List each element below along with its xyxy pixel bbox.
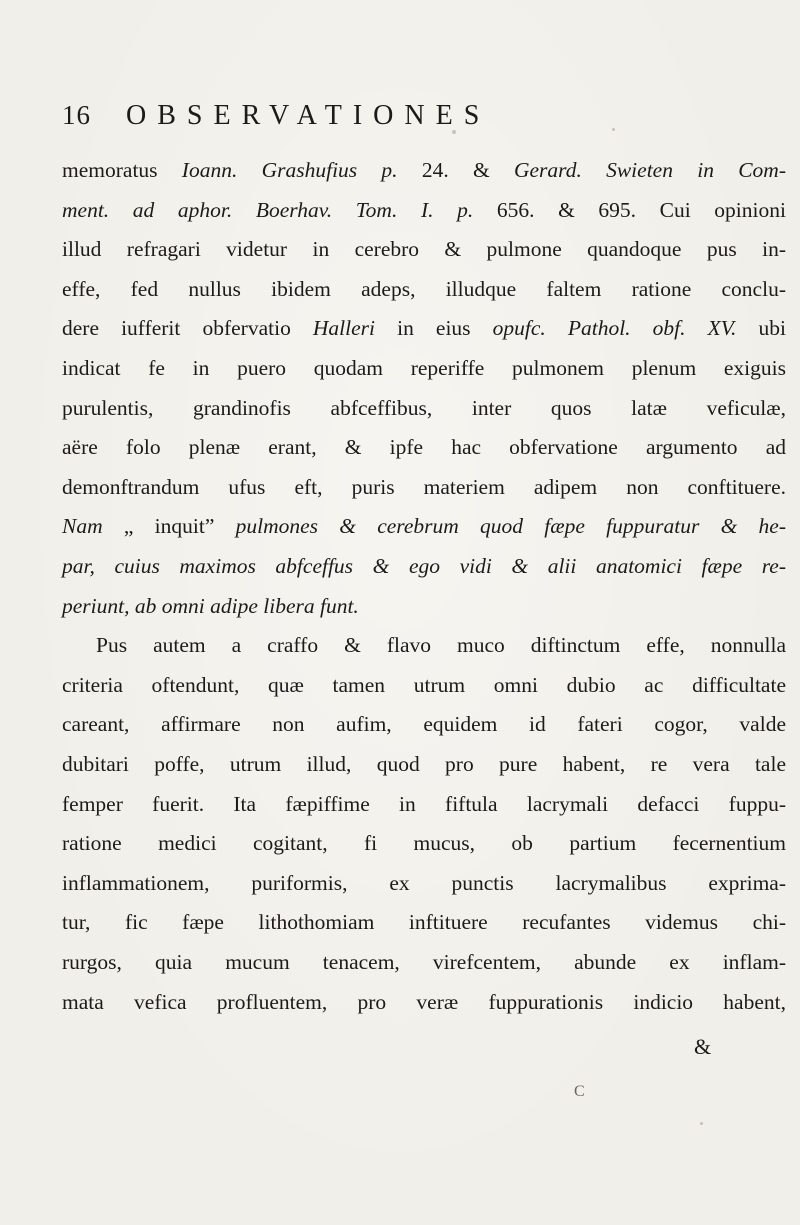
text-line xyxy=(62,152,786,188)
text-line xyxy=(62,865,786,901)
text-run: careant, affirmare non aufim, equidem id fateri cogor, valde xyxy=(62,712,786,737)
text-run: tur, fic fæpe lithothomiam inftituere recufantes videmus chi- xyxy=(62,910,786,935)
text-run: memoratus xyxy=(62,158,182,182)
text-line xyxy=(62,588,786,624)
italic-run: periunt, ab omni adipe libera funt. xyxy=(62,593,359,618)
catchword: & xyxy=(694,1034,712,1059)
text-run: dere iufferit obfervatio xyxy=(62,316,313,341)
text-line xyxy=(62,350,786,386)
text-line xyxy=(62,508,786,544)
italic-run: Gerard. Swieten in Com- xyxy=(513,158,786,182)
text-run: femper fuerit. Ita fæpiffime in fiftula lacrymali defacci fuppu- xyxy=(62,791,786,816)
italic-run: par, cuius maximos abfceffus & ego vidi & alii anatomici fæpe re- xyxy=(62,554,786,578)
text-line xyxy=(62,944,786,980)
paper-speck xyxy=(700,1122,703,1125)
text-run: inflammationem, puriformis, ex punctis lacrymalibus exprima- xyxy=(62,870,786,895)
text-run: 656. & 695. Cui opinioni xyxy=(473,197,786,222)
signature-mark: C xyxy=(574,1083,585,1100)
text-run: ratione medici cogitant, fi mucus, ob partium fecernentium xyxy=(62,831,786,856)
italic-run: ment. ad aphor. Boerhav. Tom. I. p. xyxy=(62,197,474,222)
text-run: ubi xyxy=(736,316,786,341)
text-line xyxy=(62,548,786,584)
italic-run: pulmones & cerebrum quod fæpe fuppuratur & he- xyxy=(235,514,786,539)
text-line xyxy=(62,786,786,822)
text-run: „ inquit” xyxy=(102,514,236,539)
italic-run: Ioann. Grashufius p. xyxy=(181,158,398,182)
text-run: Pus autem a craffo & flavo muco diftinctum effe, nonnulla xyxy=(96,633,786,658)
text-run: indicat fe in puero quodam reperiffe pulmonem plenum exiguis xyxy=(62,356,786,380)
text-line xyxy=(96,627,786,663)
text-run: mata vefica profluentem, pro veræ fuppurationis indicio habent, xyxy=(62,989,786,1014)
text-run: purulentis, grandinofis abfceffibus, inter quos latæ veficulæ, xyxy=(62,395,786,420)
text-line xyxy=(62,667,786,703)
text-run: illud refragari videtur in cerebro & pulmone quandoque pus in- xyxy=(62,237,786,262)
text-line xyxy=(62,469,786,505)
text-line xyxy=(62,429,786,465)
page-header xyxy=(62,100,782,140)
text-line xyxy=(62,231,786,267)
text-run: rurgos, quia mucum tenacem, virefcentem, abunde ex inflam- xyxy=(62,950,786,974)
text-line xyxy=(62,706,786,742)
text-line xyxy=(62,984,786,1020)
text-line xyxy=(62,310,786,346)
text-line xyxy=(62,271,786,307)
text-run: 24. & xyxy=(397,158,514,182)
text-line xyxy=(62,825,786,861)
italic-run: Halleri xyxy=(312,316,376,341)
paper-speck xyxy=(452,130,456,134)
page-number: 16 xyxy=(62,100,91,130)
paper-speck xyxy=(612,128,615,131)
text-line xyxy=(62,746,786,782)
text-run: in eius xyxy=(375,316,493,341)
text-line xyxy=(62,192,786,228)
text-run: effe, fed nullus ibidem adeps, illudque faltem ratione conclu- xyxy=(62,276,786,301)
italic-run: Nam xyxy=(62,514,103,539)
text-run: criteria oftendunt, quæ tamen utrum omni dubio ac difficultate xyxy=(62,672,786,697)
running-head: OBSERVATIONES xyxy=(126,100,491,131)
text-run: aëre folo plenæ erant, & ipfe hac obfervatione argumento ad xyxy=(62,435,786,460)
text-line xyxy=(62,390,786,426)
italic-run: opufc. Pathol. obf. XV. xyxy=(492,316,737,341)
text-run: demonftrandum ufus eft, puris materiem adipem non conftituere. xyxy=(62,474,786,499)
text-run: dubitari poffe, utrum illud, quod pro pure habent, re vera tale xyxy=(62,752,786,776)
text-line xyxy=(62,904,786,940)
